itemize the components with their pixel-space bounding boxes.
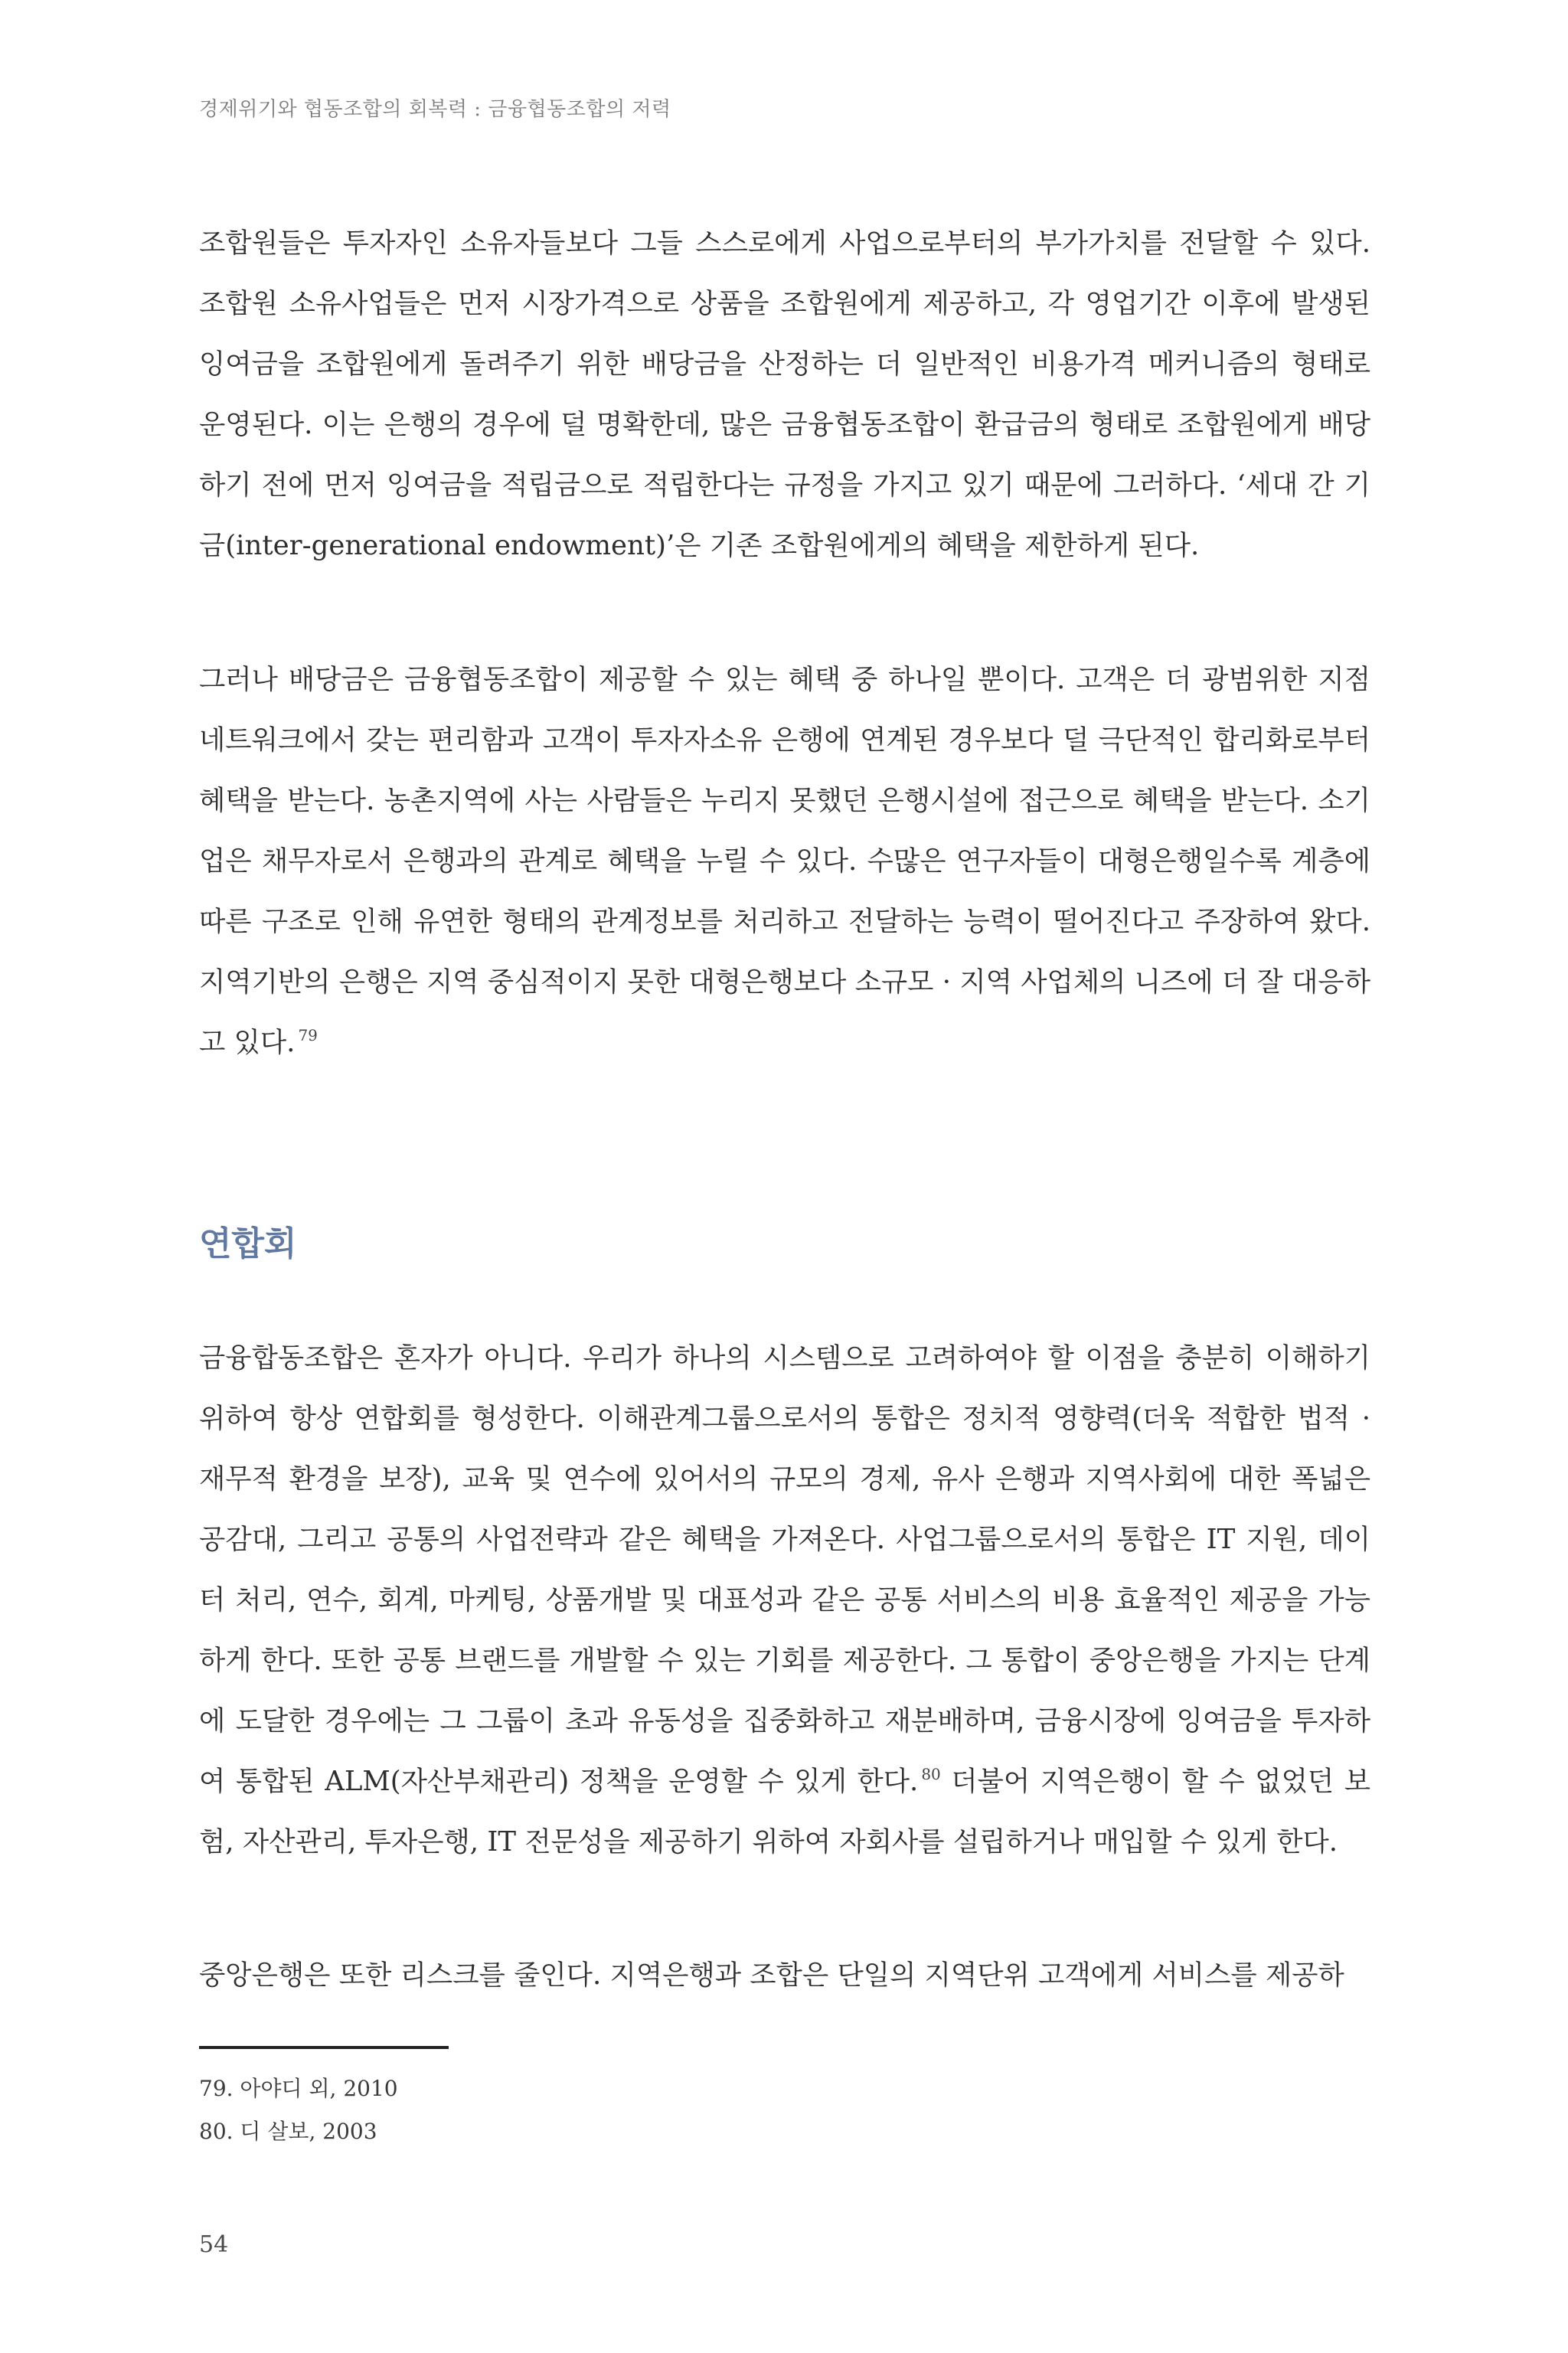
footnote-79: 79. 아야디 외, 2010 <box>199 2076 398 2101</box>
footnote-divider <box>199 2046 449 2049</box>
body-paragraph-3-text-after-ref: 더불어 지역은행이 할 수 없었던 보험, 자산관리, 투자은행, IT 전문성을 제공하기 위하여 자회사를 설립하거나 매입할 수 있게 한다. <box>199 1766 1370 1858</box>
running-header: 경제위기와 협동조합의 회복력 : 금융협동조합의 저력 <box>199 98 671 121</box>
body-paragraph-2 <box>199 649 1370 1073</box>
section-heading: 연합회 <box>199 1224 297 1263</box>
footnote-ref-80: 80 <box>921 1765 941 1783</box>
footnote-80: 80. 디 살보, 2003 <box>199 2119 377 2144</box>
body-paragraph-2-text: 그러나 배당금은 금융협동조합이 제공할 수 있는 혜택 중 하나일 뿐이다. 고객은 더 광범위한 지점 네트워크에서 갖는 편리함과 고객이 투자자소유 은행에 연계된 경우보다 덜 극단적인 합리화로부터 혜택을 받는다. 농촌지역에 사는 사람들은 누리지 못했던 은행시설에 접근으로 혜택을 받는다. 소기업은 채무자로서 은행과의 관계로 혜택을 누릴 수 있다. 수많은 연구자들이 대형은행일수록 계층에 따른 구조로 인해 유연한 형태의 관계정보를 처리하고 전달하는 능력이 떨어진다고 주장하여 왔다. 지역기반의 은행은 지역 중심적이지 못한 대형은행보다 소규모 · 지역 사업체의 니즈에 더 잘 대응하고 있다. <box>199 664 1370 1058</box>
body-paragraph-4: 중앙은행은 또한 리스크를 줄인다. 지역은행과 조합은 단일의 지역단위 고객에게 서비스를 제공하 <box>199 1959 1344 1991</box>
footnote-ref-79: 79 <box>298 1026 318 1044</box>
body-paragraph-3-text-before-ref: 금융합동조합은 혼자가 아니다. 우리가 하나의 시스템으로 고려하여야 할 이점을 충분히 이해하기 위하여 항상 연합회를 형성한다. 이해관계그룹으로서의 통합은 정치적 영향력(더욱 적합한 법적 · 재무적 환경을 보장), 교육 및 연수에 있어서의 규모의 경제, 유사 은행과 지역사회에 대한 폭넓은 공감대, 그리고 공통의 사업전략과 같은 혜택을 가져온다. 사업그룹으로서의 통합은 IT 지원, 데이터 처리, 연수, 회계, 마케팅, 상품개발 및 대표성과 같은 공통 서비스의 비용 효율적인 제공을 가능하게 한다. 또한 공통 브랜드를 개발할 수 있는 기회를 제공한다. 그 통합이 중앙은행을 가지는 단계에 도달한 경우에는 그 그룹이 초과 유동성을 집중화하고 재분배하며, 금융시장에 잉여금을 투자하여 통합된 ALM(자산부채관리) 정책을 운영할 수 있게 한다. <box>199 1342 1370 1797</box>
body-paragraph-3 <box>199 1328 1370 1872</box>
page-number: 54 <box>199 2231 229 2258</box>
footnote-list <box>199 2067 398 2153</box>
body-paragraph-1: 조합원들은 투자자인 소유자들보다 그들 스스로에게 사업으로부터의 부가가치를 전달할 수 있다. 조합원 소유사업들은 먼저 시장가격으로 상품을 조합원에게 제공하고, 각 영업기간 이후에 발생된 잉여금을 조합원에게 돌려주기 위한 배당금을 산정하는 더 일반적인 비용가격 메커니즘의 형태로 운영된다. 이는 은행의 경우에 덜 명확한데, 많은 금융협동조합이 환급금의 형태로 조합원에게 배당하기 전에 먼저 잉여금을 적립금으로 적립한다는 규정을 가지고 있기 때문에 그러하다. ‘세대 간 기금(inter-generational endowment)’은 기존 조합원에게의 혜택을 제한하게 된다. <box>199 227 1370 561</box>
